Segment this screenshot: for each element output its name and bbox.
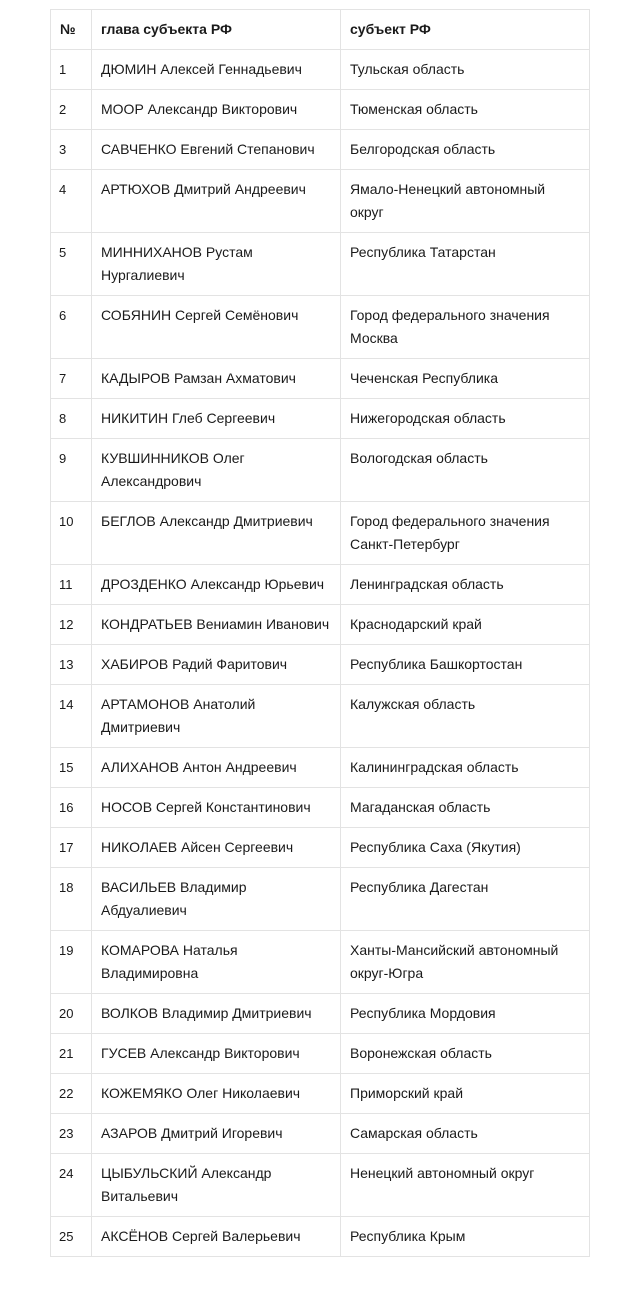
cell-region: Краснодарский край [341, 605, 590, 645]
cell-head-name: АЛИХАНОВ Антон Андреевич [92, 748, 341, 788]
cell-region: Ямало-Ненецкий автономный округ [341, 170, 590, 233]
cell-region: Республика Саха (Якутия) [341, 828, 590, 868]
cell-head-name: АРТЮХОВ Дмитрий Андреевич [92, 170, 341, 233]
cell-number: 11 [51, 565, 92, 605]
cell-region: Воронежская область [341, 1034, 590, 1074]
table-row [51, 931, 590, 994]
table-row [51, 645, 590, 685]
cell-number: 15 [51, 748, 92, 788]
cell-region: Чеченская Республика [341, 359, 590, 399]
cell-region: Калужская область [341, 685, 590, 748]
column-header-region: субъект РФ [341, 10, 590, 50]
cell-head-name: АРТАМОНОВ Анатолий Дмитриевич [92, 685, 341, 748]
cell-region: Калининградская область [341, 748, 590, 788]
cell-head-name: ХАБИРОВ Радий Фаритович [92, 645, 341, 685]
cell-head-name: ВОЛКОВ Владимир Дмитриевич [92, 994, 341, 1034]
cell-number: 2 [51, 90, 92, 130]
cell-number: 3 [51, 130, 92, 170]
cell-head-name: АКСЁНОВ Сергей Валерьевич [92, 1217, 341, 1257]
cell-head-name: КУВШИННИКОВ Олег Александрович [92, 439, 341, 502]
table-row [51, 868, 590, 931]
cell-number: 10 [51, 502, 92, 565]
table-row [51, 1074, 590, 1114]
cell-head-name: ВАСИЛЬЕВ Владимир Абдуалиевич [92, 868, 341, 931]
table-row [51, 748, 590, 788]
table-row [51, 1217, 590, 1257]
column-header-head: глава субъекта РФ [92, 10, 341, 50]
cell-head-name: ЦЫБУЛЬСКИЙ Александр Витальевич [92, 1154, 341, 1217]
cell-number: 6 [51, 296, 92, 359]
table-row [51, 90, 590, 130]
header-row [51, 10, 590, 50]
table-row [51, 994, 590, 1034]
cell-region: Вологодская область [341, 439, 590, 502]
cell-number: 4 [51, 170, 92, 233]
cell-number: 8 [51, 399, 92, 439]
cell-head-name: КОМАРОВА Наталья Владимировна [92, 931, 341, 994]
cell-region: Республика Башкортостан [341, 645, 590, 685]
cell-head-name: НОСОВ Сергей Константинович [92, 788, 341, 828]
cell-number: 21 [51, 1034, 92, 1074]
table-header [51, 10, 590, 50]
cell-region: Ханты-Мансийский автономный округ-Югра [341, 931, 590, 994]
cell-number: 23 [51, 1114, 92, 1154]
cell-number: 24 [51, 1154, 92, 1217]
column-header-number: № [51, 10, 92, 50]
cell-region: Приморский край [341, 1074, 590, 1114]
cell-head-name: САВЧЕНКО Евгений Степанович [92, 130, 341, 170]
table-row [51, 399, 590, 439]
cell-head-name: НИКОЛАЕВ Айсен Сергеевич [92, 828, 341, 868]
table-row [51, 130, 590, 170]
cell-region: Самарская область [341, 1114, 590, 1154]
table-row [51, 1154, 590, 1217]
cell-region: Магаданская область [341, 788, 590, 828]
cell-head-name: АЗАРОВ Дмитрий Игоревич [92, 1114, 341, 1154]
cell-number: 18 [51, 868, 92, 931]
cell-region: Нижегородская область [341, 399, 590, 439]
table-row [51, 359, 590, 399]
table-row [51, 565, 590, 605]
cell-region: Город федерального значения Москва [341, 296, 590, 359]
cell-number: 5 [51, 233, 92, 296]
cell-head-name: КОЖЕМЯКО Олег Николаевич [92, 1074, 341, 1114]
cell-number: 1 [51, 50, 92, 90]
cell-number: 22 [51, 1074, 92, 1114]
cell-number: 7 [51, 359, 92, 399]
cell-number: 12 [51, 605, 92, 645]
table-row [51, 502, 590, 565]
cell-head-name: ГУСЕВ Александр Викторович [92, 1034, 341, 1074]
cell-region: Город федерального значения Санкт-Петербург [341, 502, 590, 565]
cell-number: 9 [51, 439, 92, 502]
table-row [51, 170, 590, 233]
table-row [51, 685, 590, 748]
cell-region: Ненецкий автономный округ [341, 1154, 590, 1217]
cell-head-name: НИКИТИН Глеб Сергеевич [92, 399, 341, 439]
table-row [51, 605, 590, 645]
cell-region: Тюменская область [341, 90, 590, 130]
cell-region: Белгородская область [341, 130, 590, 170]
cell-number: 14 [51, 685, 92, 748]
cell-region: Республика Дагестан [341, 868, 590, 931]
table-row [51, 50, 590, 90]
cell-region: Республика Крым [341, 1217, 590, 1257]
cell-head-name: КАДЫРОВ Рамзан Ахматович [92, 359, 341, 399]
table-row [51, 233, 590, 296]
table-row [51, 1034, 590, 1074]
cell-head-name: ДРОЗДЕНКО Александр Юрьевич [92, 565, 341, 605]
regional-heads-table [50, 9, 590, 1257]
table-row [51, 788, 590, 828]
cell-head-name: БЕГЛОВ Александр Дмитриевич [92, 502, 341, 565]
cell-number: 20 [51, 994, 92, 1034]
cell-head-name: КОНДРАТЬЕВ Вениамин Иванович [92, 605, 341, 645]
table-row [51, 828, 590, 868]
cell-number: 16 [51, 788, 92, 828]
cell-head-name: СОБЯНИН Сергей Семёнович [92, 296, 341, 359]
cell-head-name: МООР Александр Викторович [92, 90, 341, 130]
cell-region: Ленинградская область [341, 565, 590, 605]
table-row [51, 1114, 590, 1154]
cell-number: 13 [51, 645, 92, 685]
table-row [51, 296, 590, 359]
cell-region: Республика Татарстан [341, 233, 590, 296]
cell-head-name: МИННИХАНОВ Рустам Нургалиевич [92, 233, 341, 296]
cell-number: 25 [51, 1217, 92, 1257]
cell-region: Республика Мордовия [341, 994, 590, 1034]
cell-number: 19 [51, 931, 92, 994]
table-body [51, 50, 590, 1257]
cell-head-name: ДЮМИН Алексей Геннадьевич [92, 50, 341, 90]
cell-number: 17 [51, 828, 92, 868]
cell-region: Тульская область [341, 50, 590, 90]
table-row [51, 439, 590, 502]
